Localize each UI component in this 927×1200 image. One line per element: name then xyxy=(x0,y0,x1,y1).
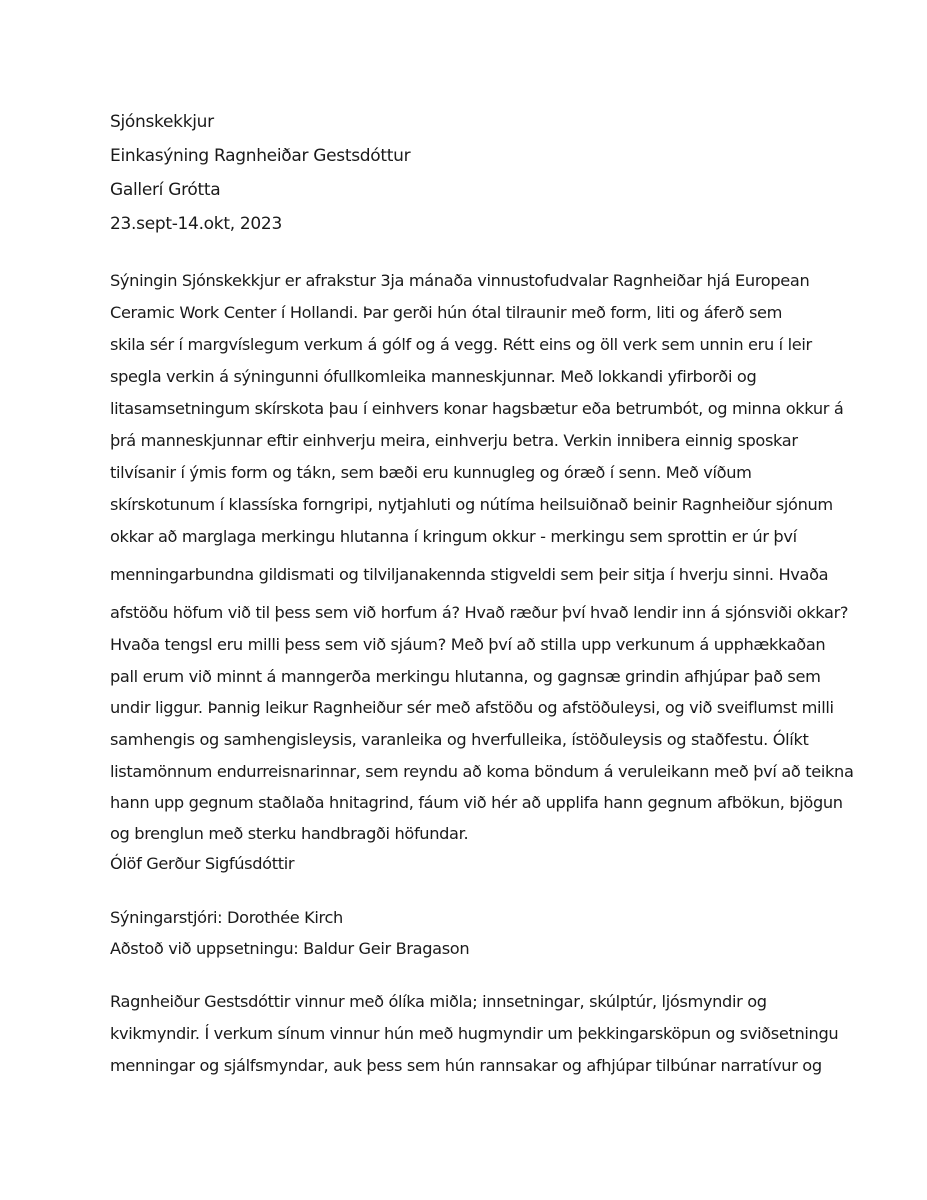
essay-line: Ceramic Work Center í Hollandi. Þar gerði hún ótal tilraunir með form, liti og áferð sem xyxy=(110,303,783,322)
curator-credit: Sýningarstjóri: Dorothée Kirch xyxy=(110,908,343,927)
essay-line: pall erum við minnt á manngerða merkingu hlutanna, og gagnsæ grindin afhjúpar það sem xyxy=(110,667,821,686)
essay-line: þrá manneskjunnar eftir einhverju meira, einhverju betra. Verkin innibera einnig sposkar xyxy=(110,431,798,450)
essay-line: tilvísanir í ýmis form og tákn, sem bæði eru kunnugleg og óræð í senn. Með víðum xyxy=(110,463,752,482)
exhibition-dates: 23.sept-14.okt, 2023 xyxy=(110,214,282,234)
essay-line: hann upp gegnum staðlaða hnitagrind, fáum við hér að upplifa hann gegnum afbökun, bjögun xyxy=(110,793,843,812)
bio-line: Ragnheiður Gestsdóttir vinnur með ólíka miðla; innsetningar, skúlptúr, ljósmyndir og xyxy=(110,992,767,1011)
essay-line: skila sér í margvíslegum verkum á gólf og á vegg. Rétt eins og öll verk sem unnin eru í leir xyxy=(110,335,812,354)
exhibition-subtitle: Einkasýning Ragnheiðar Gestsdóttur xyxy=(110,146,411,166)
essay-line: Hvaða tengsl eru milli þess sem við sjáum? Með því að stilla upp verkunum á upphækkaðan xyxy=(110,635,826,654)
essay-line: samhengis og samhengisleysis, varanleika og hverfulleika, ístöðuleysis og staðfestu. Ólíkt xyxy=(110,730,809,749)
essay-line: skírskotunum í klassíska forngripi, nytjahluti og nútíma heilsuiðnað beinir Ragnheiður sjónum xyxy=(110,495,833,514)
bio-line: menningar og sjálfsmyndar, auk þess sem hún rannsakar og afhjúpar tilbúnar narratívur og xyxy=(110,1056,822,1075)
essay-line: okkar að marglaga merkingu hlutanna í kringum okkur - merkingu sem sprottin er úr því xyxy=(110,527,797,546)
exhibition-venue: Gallerí Grótta xyxy=(110,180,221,200)
essay-line: og brenglun með sterku handbragði höfundar. xyxy=(110,824,469,843)
essay-line: Sýningin Sjónskekkjur er afrakstur 3ja mánaða vinnustofudvalar Ragnheiðar hjá European xyxy=(110,271,810,290)
bio-line: kvikmyndir. Í verkum sínum vinnur hún með hugmyndir um þekkingarsköpun og sviðsetningu xyxy=(110,1024,839,1043)
essay-line: undir liggur. Þannig leikur Ragnheiður sér með afstöðu og afstöðuleysi, og við sveiflumst milli xyxy=(110,698,834,717)
essay-line: listamönnum endurreisnarinnar, sem reyndu að koma böndum á veruleikann með því að teikna xyxy=(110,762,854,781)
essay-line: litasamsetningum skírskota þau í einhvers konar hagsbætur eða betrumbót, og minna okkur á xyxy=(110,399,844,418)
essay-line: spegla verkin á sýningunni ófullkomleika manneskjunnar. Með lokkandi yfirborði og xyxy=(110,367,757,386)
essay-line: afstöðu höfum við til þess sem við horfum á? Hvað ræður því hvað lendir inn á sjónsviði okkar? xyxy=(110,603,849,622)
essay-line: menningarbundna gildismati og tilviljanakennda stigveldi sem þeir sitja í hverju sinni. Hvaða xyxy=(110,565,829,584)
assistant-credit: Aðstoð við uppsetningu: Baldur Geir Bragason xyxy=(110,939,470,958)
exhibition-title: Sjónskekkjur xyxy=(110,112,214,132)
essay-author: Ólöf Gerður Sigfúsdóttir xyxy=(110,854,295,873)
